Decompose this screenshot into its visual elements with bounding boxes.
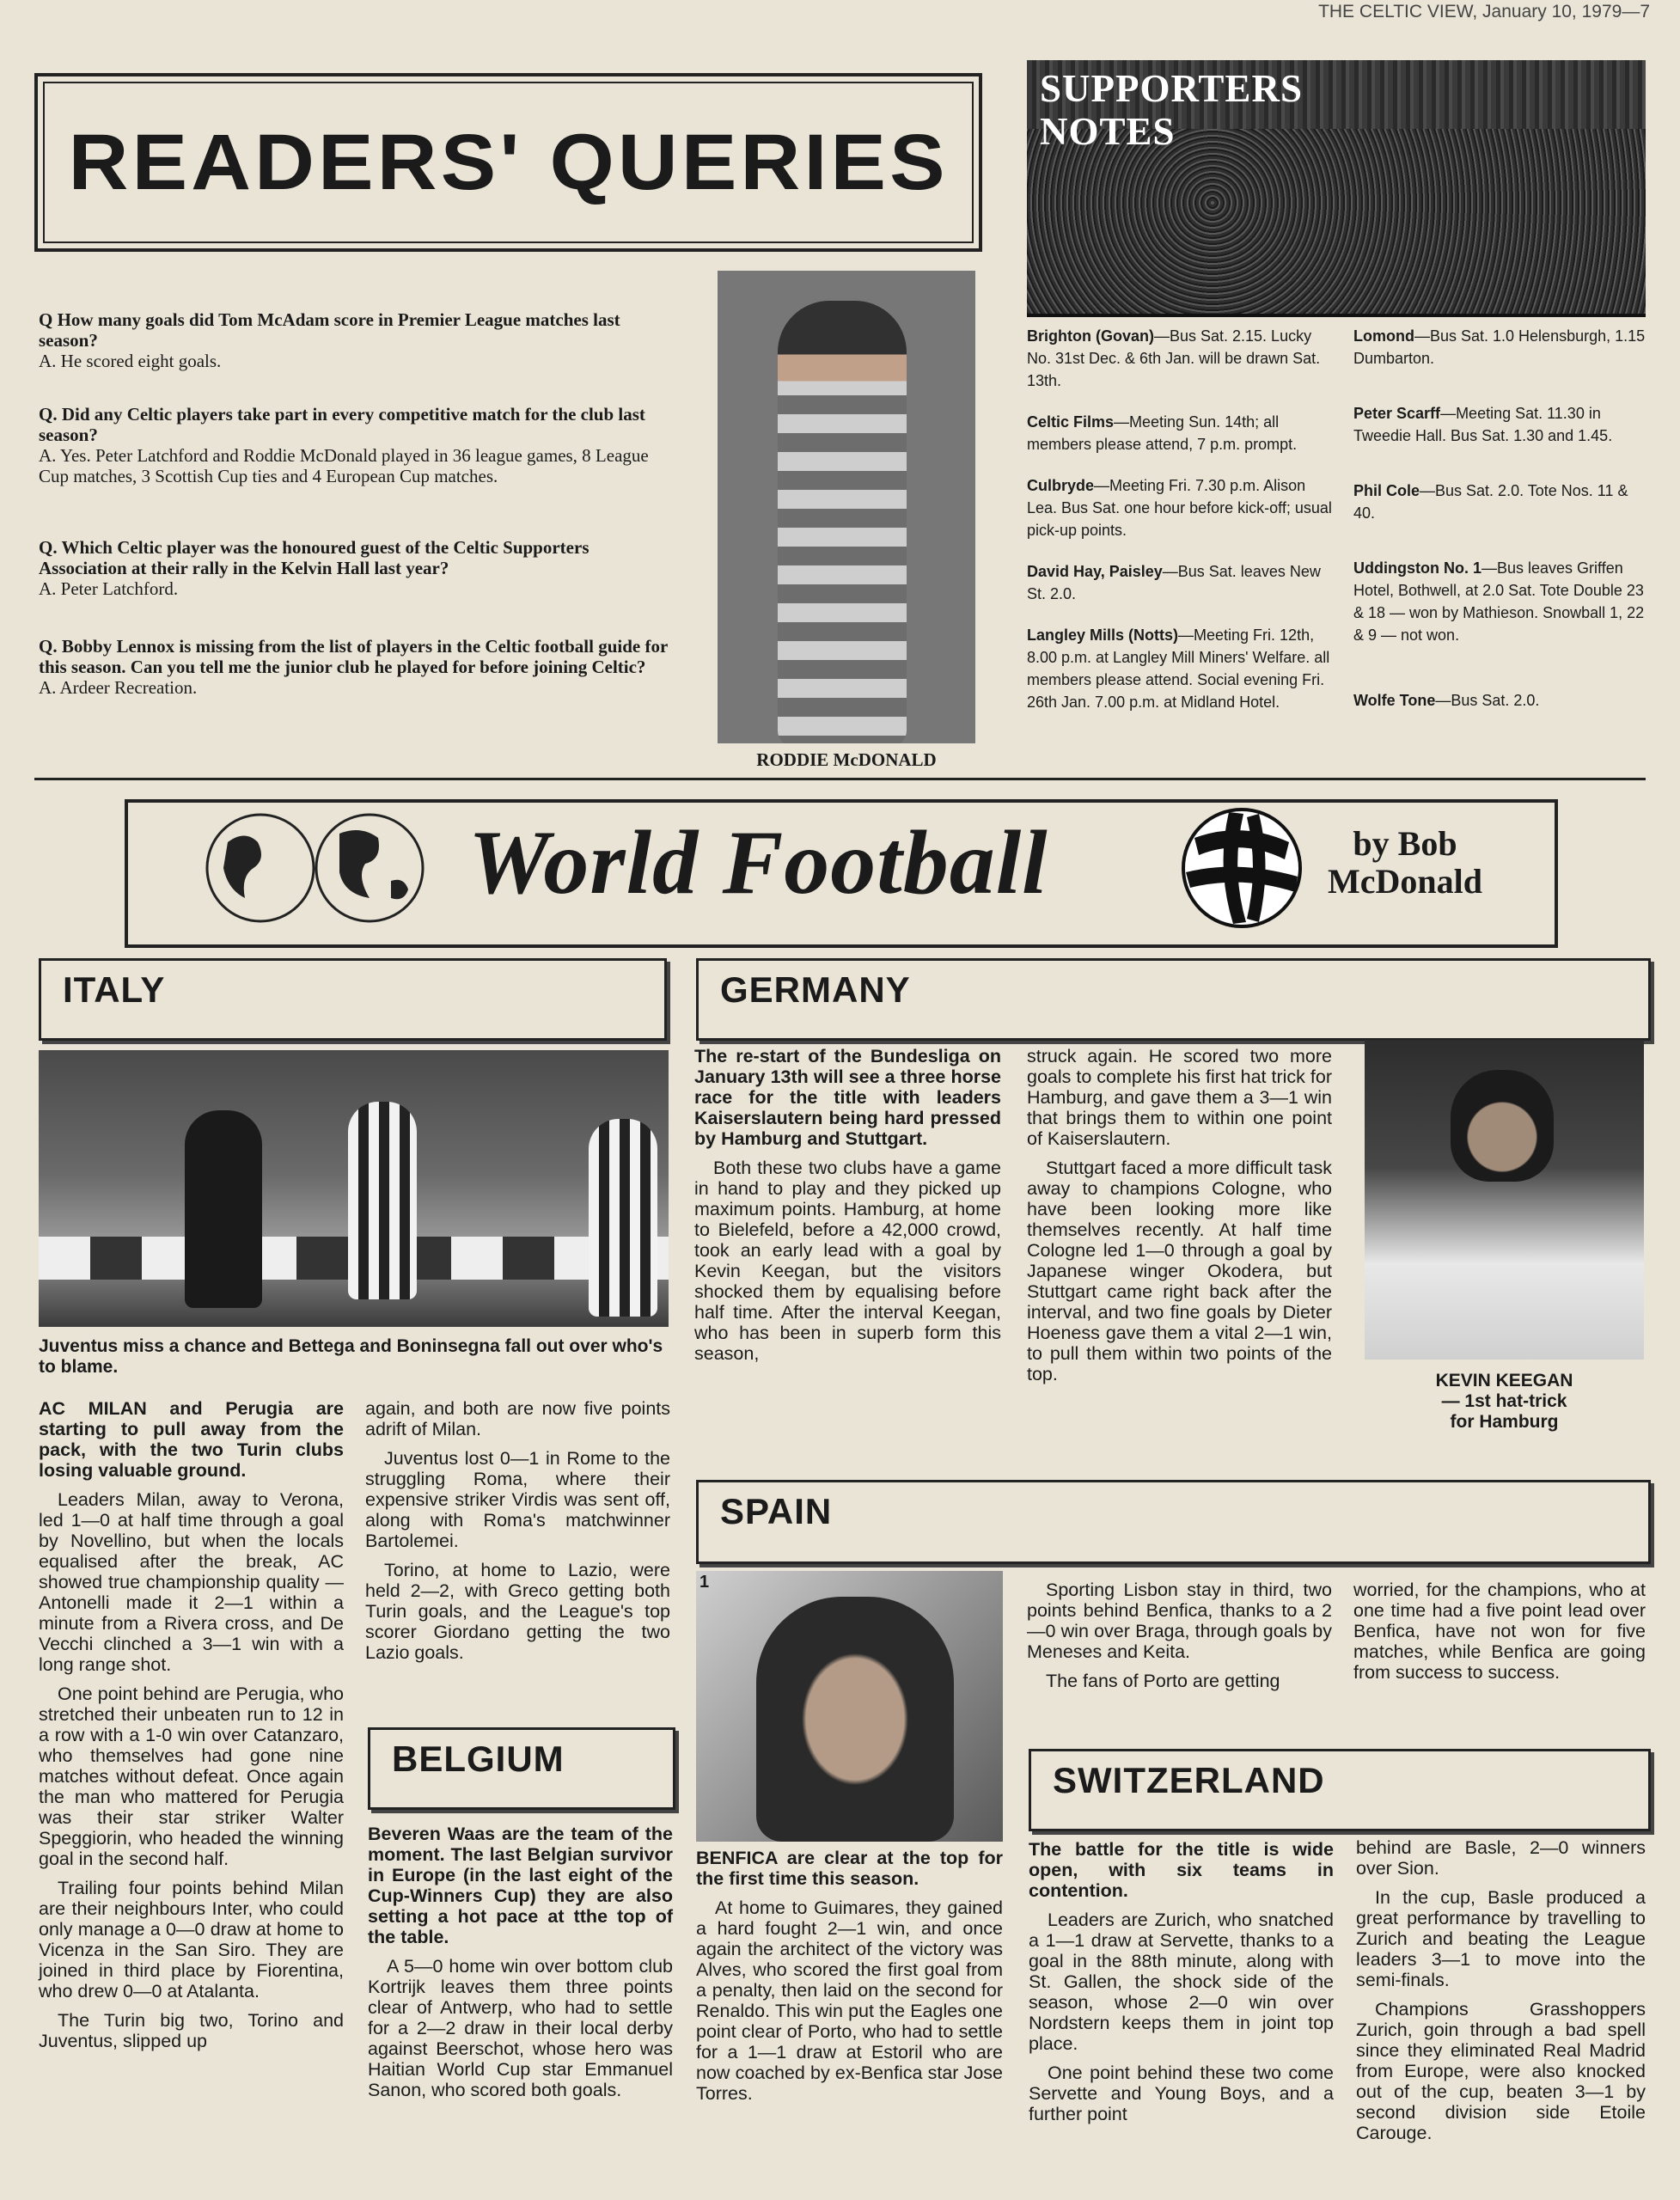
football-icon [1177,804,1306,932]
spain-heading: SPAIN [720,1491,833,1531]
caption-line: for Hamburg [1450,1412,1559,1432]
paragraph: Leaders Milan, away to Verona, led 1—0 at half time through a goal by Novellino, but when the locals equalised after the break, AC showed true championship quality — Antonelli made it 2—1 within a minute from a Rivera cross, and De Vecchi clinched a 3—1 win with a long range shot. [39,1489,344,1675]
note-name: Peter Scarff [1353,405,1441,422]
supporters-notes-title-line1: SUPPORTERS [1040,67,1303,110]
paragraph: The fans of Porto are getting [1046,1671,1280,1691]
roddie-mcdonald-photo [718,271,975,743]
note-name: Phil Cole [1353,482,1420,499]
spain-column-3 [1353,1580,1646,1691]
note-text: —Meeting Sun. 14th; all members please attend, 7 p.m. prompt. [1027,413,1298,453]
spain-column-1 [696,1848,1003,2112]
paragraph: Trailing four points behind Milan are their neighbours Inter, who could only manage a 0—0 draw at home to Vicenza in the San Siro. They are joined in third place by Fiorentina, who drew 0—0 at Atalanta. [39,1878,344,2001]
section-divider [34,778,1646,780]
note-text: —Bus Sat. leaves New St. 2.0. [1027,563,1321,602]
paragraph: Both these two clubs have a game in hand to play and they picked up maximum points. Hamburg, at home to Bielefeld, before a 42,000 crowd, took an early lead with a goal by Kevin Keegan, but the visitors shocked them by equalising before half time. After the interval Keegan, who has been in superb form this season, [694,1158,1001,1364]
question: Q. Which Celtic player was the honoured guest of the Celtic Supporters Association at their rally in the Kelvin Hall last year? [39,537,590,578]
note-item [1027,474,1332,541]
note-text: —Meeting Fri. 7.30 p.m. Alison Lea. Bus Sat. one hour before kick-off; usual pick-up points. [1027,477,1332,539]
note-text: —Bus Sat. 1.0 Helensburgh, 1.15 Dumbarton. [1353,327,1646,367]
byline-line1: by Bob [1353,824,1457,863]
question: Q. Bobby Lennox is missing from the list of players in the Celtic football guide for this season. Can you tell me the junior club he played for before joining Celtic? [39,636,668,677]
germany-column-2 [1027,1046,1332,1393]
world-football-title: World Football [468,812,1048,913]
player-head [1451,1070,1554,1182]
note-item [1027,325,1332,392]
query-2 [39,404,675,486]
note-text: —Bus Sat. 2.0. Tote Nos. 11 & 40. [1353,482,1628,522]
spain-column-2 [1027,1580,1332,1700]
photo-corner-mark: 1 [699,1573,710,1592]
italy-heading-box [39,958,667,1041]
crowd-image [1027,129,1646,314]
paragraph: In the cup, Basle produced a great performance by travelling to Zurich and beating the League leaders 3—1 to move into the semi-finals. [1356,1887,1646,1990]
player-figure [589,1119,657,1317]
note-item [1027,624,1332,713]
paragraph: One point behind are Perugia, who stretched their unbeaten run to 12 in a row with a 1-0 win over Catanzaro, who themselves had gone nine matches without defeat. Once again the man who mattered for Perugia was their star striker Walter Speggiorin, who headed the winning goal in the second half. [39,1684,344,1869]
switzerland-lead: The battle for the title is wide open, with six teams in contention. [1029,1839,1334,1901]
paragraph: Sporting Lisbon stay in third, two points behind Benfica, thanks to a 2—0 win over Braga, through goals by Meneses and Keita. [1027,1580,1332,1662]
note-text: —Meeting Fri. 12th, 8.00 p.m. at Langley Mill Miners' Welfare. all members please attend. Social evening Fri. 26th Jan. 7.00 p.m. at Midland Hotel. [1027,626,1330,711]
paragraph: Torino, at home to Lazio, were held 2—2, with Greco getting both Turin goals, and the League's top scorer Giordano getting the two Lazio goals. [365,1560,670,1663]
paragraph: behind are Basle, 2—0 winners over Sion. [1356,1837,1646,1879]
paragraph: One point behind these two come Servette and Young Boys, and a further point [1029,2062,1334,2124]
paragraph: again, and both are now five points adrift of Milan. [365,1398,670,1439]
belgium-heading: BELGIUM [392,1739,565,1779]
supporters-notes-title [1040,67,1303,153]
note-name: Uddingston No. 1 [1353,559,1481,577]
roddie-photo-caption: RODDIE McDONALD [756,749,937,770]
italy-column-1 [39,1398,344,2060]
readers-queries-banner [34,73,982,252]
note-name: Culbryde [1027,477,1095,494]
germany-heading-box [696,958,1651,1041]
supporters-notes-title-line2: NOTES [1040,110,1176,153]
readers-queries-title: READERS' QUERIES [68,118,949,206]
italy-photo-caption: Juventus miss a chance and Bettega and Boninsegna fall out over who's to blame. [39,1336,663,1377]
note-item [1353,402,1646,447]
paragraph: The Turin big two, Torino and Juventus, slipped up [39,2010,344,2051]
italy-column-2 [365,1398,670,1671]
belgium-heading-box [368,1727,675,1810]
note-item [1353,480,1646,524]
player-head [756,1597,954,1842]
italy-lead: AC MILAN and Perugia are starting to pull away from the pack, with the two Turin clubs losing valuable ground. [39,1398,344,1481]
caption-line: KEVIN KEEGAN [1435,1371,1573,1390]
caption-line: — 1st hat-trick [1441,1391,1567,1411]
spain-player-photo [696,1571,1003,1842]
player-figure [348,1102,417,1299]
keegan-photo-caption [1365,1371,1644,1433]
byline-line2: McDonald [1328,862,1482,901]
italy-heading: ITALY [63,969,166,1010]
kevin-keegan-photo [1365,1040,1644,1360]
answer: A. Peter Latchford. [39,578,179,599]
note-name: Lomond [1353,327,1414,345]
supporters-notes-photo [1027,60,1646,317]
answer: A. Ardeer Recreation. [39,677,198,698]
switzerland-heading: SWITZERLAND [1053,1760,1325,1800]
paragraph: A 5—0 home win over bottom club Kortrijk leaves them three points clear of Antwerp, who had to settle for a 2—2 draw in their local derby against Beerschot, whose hero was Haitian World Cup star Emmanuel Sanon, who scored both goals. [368,1956,673,2100]
query-4 [39,636,675,698]
note-item [1027,560,1332,605]
note-text: —Bus leaves Griffen Hotel, Bothwell, at 2.0 Sat. Tote Double 23 & 18 — won by Mathieson. Snowball 1, 22 & 9 — not won. [1353,559,1645,644]
note-name: David Hay, Paisley [1027,563,1163,580]
paragraph: Juventus lost 0—1 in Rome to the struggling Roma, where their expensive striker Virdis was sent off, along with Roma's matchwinner Bartolemei. [365,1448,670,1551]
note-name: Brighton (Govan) [1027,327,1154,345]
paragraph: Champions Grasshoppers Zurich, goin through a bad spell since they eliminated Real Madrid from Europe, were also knocked out of the cup, beaten 3—1 by second division side Etoile Carouge. [1356,1999,1646,2143]
belgium-lead: Beveren Waas are the team of the moment. The last Belgian survivor in Europe (in the last eight of the Cup-Winners Cup) they are also setting a hot pace at tthe top of the table. [368,1824,673,1947]
player-figure [778,301,907,743]
paragraph: Stuttgart faced a more difficult task away to champions Cologne, who have been looking more like themselves recently. At half time Cologne led 1—0 through a goal by Japanese winger Okodera, but Stuttgart came right back after the interval, and two fine goals by Dieter Hoeness gave them a vital 2—1 win, to pull them within two points of the top. [1027,1158,1332,1384]
note-item [1353,689,1646,712]
paragraph: struck again. He scored two more goals to complete his first hat trick for Hamburg, and gave them a 3—1 win that brings them to within one point of Kaiserslautern. [1027,1046,1332,1149]
paragraph: At home to Guimares, they gained a hard fought 2—1 win, and once again the architect of the victory was Alves, who scored the first goal from a penalty, then laid on the second for Renaldo. This win put the Eagles one point clear of Porto, who had to settle for a 1—1 draw at Estoril who are now coached by ex-Benfica star Jose Torres. [696,1898,1003,2104]
germany-heading: GERMANY [720,969,911,1010]
note-name: Langley Mills (Notts) [1027,626,1179,644]
germany-lead: The re-start of the Bundesliga on January 13th will see a three horse race for the title with leaders Kaiserslautern being hard pressed by Hamburg and Stuttgart. [694,1046,1001,1149]
note-text: —Bus Sat. 2.0. [1435,692,1540,709]
answer: A. He scored eight goals. [39,351,222,371]
notes-right-column [1353,325,1646,712]
byline [1328,825,1482,901]
note-item [1027,411,1332,455]
question: Q How many goals did Tom McAdam score in Premier League matches last season? [39,309,620,351]
query-3 [39,537,675,599]
note-item [1353,325,1646,370]
notes-left-column [1027,325,1332,713]
switzerland-column-1 [1029,1839,1334,2133]
spain-heading-box [696,1480,1651,1564]
note-name: Wolfe Tone [1353,692,1436,709]
italy-match-photo [39,1050,669,1327]
globe-icon [193,808,443,928]
paragraph: Leaders are Zurich, who snatched a 1—1 draw at Servette, thanks to a goal in the 88th minute, along with St. Gallen, the shock side of the season, whose 2—0 win over Nordstern keeps them in joint top place. [1029,1910,1334,2054]
answer: A. Yes. Peter Latchford and Roddie McDonald played in 36 league games, 8 League Cup matches, 3 Scottish Cup ties and 4 European Cup matches. [39,445,649,486]
note-item [1353,557,1646,646]
masthead: THE CELTIC VIEW, January 10, 1979—7 [1318,2,1650,21]
belgium-column [368,1824,673,2109]
note-text: —Meeting Sat. 11.30 in Tweedie Hall. Bus Sat. 1.30 and 1.45. [1353,405,1613,444]
germany-column-1 [694,1046,1001,1372]
player-figure [185,1110,262,1308]
query-1 [39,309,675,371]
switzerland-column-2 [1356,1837,1646,2152]
question: Q. Did any Celtic players take part in every competitive match for the club last season? [39,404,645,445]
spain-lead: BENFICA are clear at the top for the first time this season. [696,1848,1003,1889]
note-name: Celtic Films [1027,413,1115,431]
paragraph: worried, for the champions, who at one time had a five point lead over Benfica, have not won for five matches, while Benfica are going from success to success. [1353,1580,1646,1683]
note-text: —Bus Sat. 2.15. Lucky No. 31st Dec. & 6th Jan. will be drawn Sat. 13th. [1027,327,1321,389]
switzerland-heading-box [1029,1749,1651,1831]
